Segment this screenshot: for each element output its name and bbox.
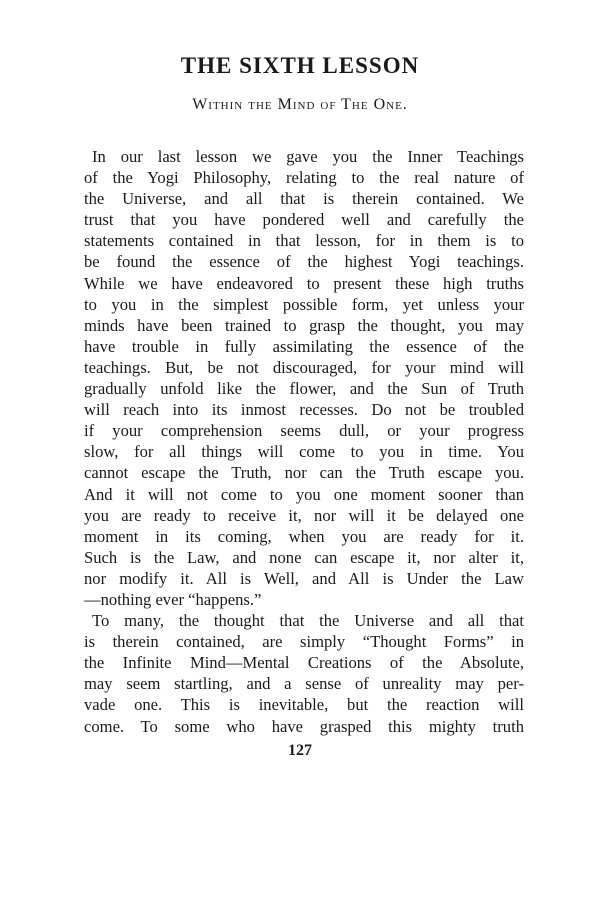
lesson-subtitle: Within the Mind of The One. bbox=[192, 96, 408, 113]
page-number: 127 bbox=[288, 742, 312, 759]
text-line: the Infinite Mind—Mental Creations of the Absolute, bbox=[84, 653, 524, 673]
text-line: to you in the simplest possible form, yet unless your bbox=[84, 294, 524, 314]
text-line: In our last lesson we gave you the Inner Teachings bbox=[92, 147, 524, 166]
text-line: —nothing ever “happens.” bbox=[84, 589, 262, 609]
text-line: of the Yogi Philosophy, relating to the real nature of bbox=[84, 168, 524, 188]
text-line: And it will not come to you one moment sooner than bbox=[84, 484, 524, 504]
text-line: will reach into its inmost recesses. Do not be troubled bbox=[84, 400, 524, 420]
text-line: statements contained in that lesson, for in them is to bbox=[84, 231, 524, 251]
text-line: gradually unfold like the flower, and the Sun of Truth bbox=[84, 379, 524, 399]
text-line: nor modify it. All is Well, and All is Under the Law bbox=[84, 568, 524, 588]
text-line: moment in its coming, when you are ready for it. bbox=[84, 526, 524, 546]
text-line: may seem startling, and a sense of unreality may per- bbox=[84, 674, 524, 694]
text-line: cannot escape the Truth, nor can the Truth escape you. bbox=[84, 463, 524, 483]
text-line: To many, the thought that the Universe and all that bbox=[92, 611, 524, 631]
text-line: minds have been trained to grasp the thought, you may bbox=[84, 315, 524, 335]
text-line: teachings. But, be not discouraged, for your mind will bbox=[84, 357, 524, 377]
text-line: have trouble in fully assimilating the essence of the bbox=[84, 336, 524, 356]
text-line: While we have endeavored to present these high truths bbox=[84, 273, 524, 293]
text-line: is therein contained, are simply “Thought Forms” in bbox=[84, 632, 524, 652]
text-line: slow, for all things will come to you in time. You bbox=[84, 442, 524, 462]
text-line: be found the essence of the highest Yogi teachings. bbox=[84, 252, 524, 272]
page-title: THE SIXTH LESSON bbox=[180, 53, 420, 78]
text-line: the Universe, and all that is therein contained. We bbox=[84, 189, 524, 209]
text-line: if your comprehension seems dull, or your progress bbox=[84, 421, 524, 441]
body-text bbox=[84, 146, 524, 737]
text-line: Such is the Law, and none can escape it, nor alter it, bbox=[84, 547, 524, 567]
text-line: come. To some who have grasped this mighty truth bbox=[84, 716, 524, 736]
text-line: trust that you have pondered well and carefully the bbox=[84, 210, 524, 230]
text-line: you are ready to receive it, nor will it be delayed one bbox=[84, 505, 524, 525]
text-line: vade one. This is inevitable, but the reaction will bbox=[84, 695, 524, 715]
